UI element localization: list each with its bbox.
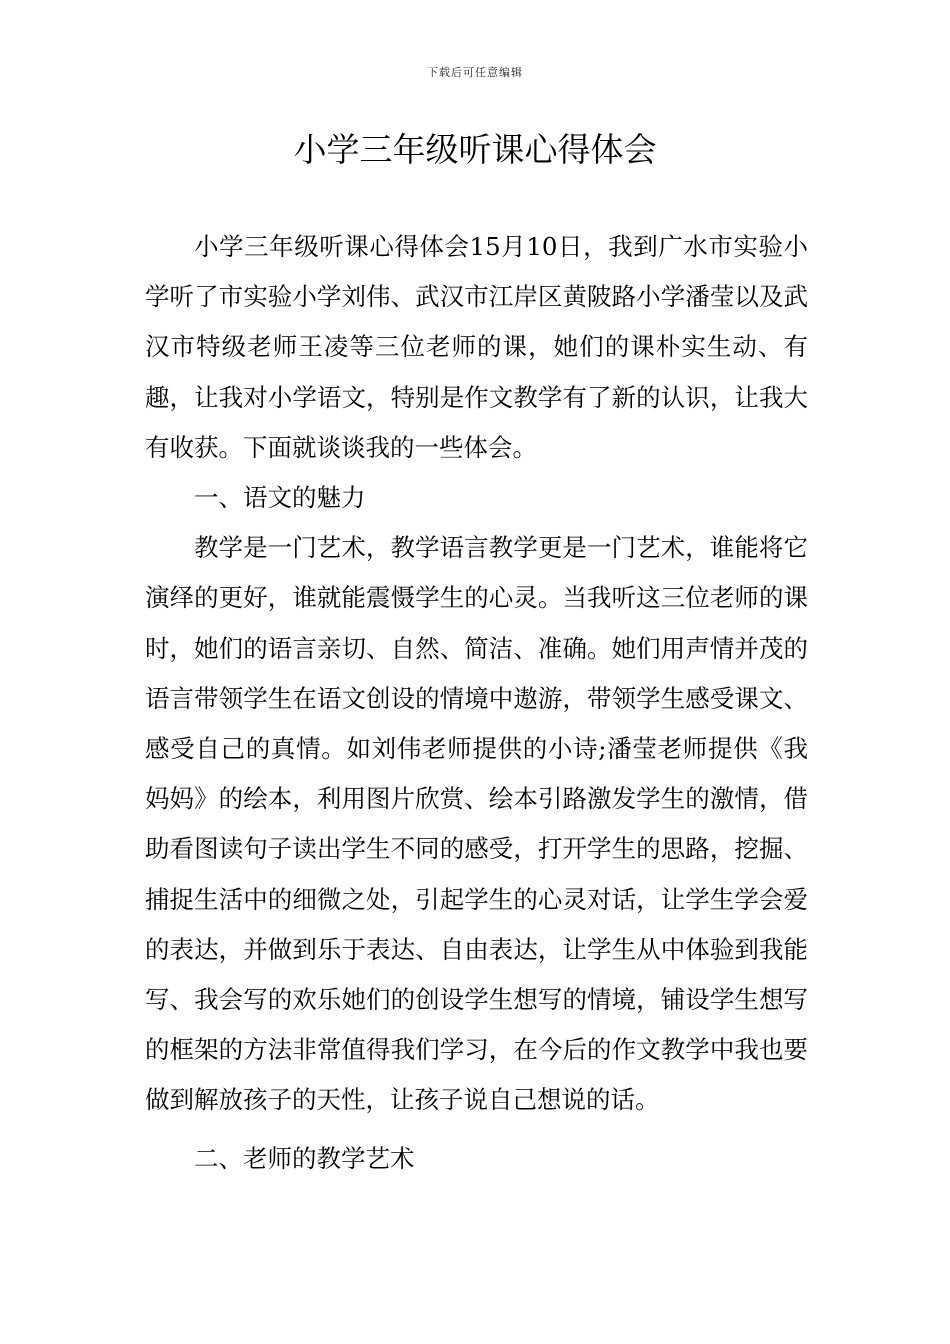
document-body [145,222,808,1184]
header-note: 下载后可任意编辑 [427,66,523,79]
section-heading-1: 一、语文的魅力 [194,483,366,513]
section-heading-2: 二、老师的教学艺术 [194,1143,415,1173]
intro-paragraph: 小学三年级听课心得体会15月10日，我到广水市实验小学听了市实验小学刘伟、武汉市江岸区黄陂路小学潘莹以及武汉市特级老师王凌等三位老师的课，她们的课朴实生动、有趣，让我对小学语文，特别是作文教学有了新的认识，让我大有收获。下面就谈谈我的一些体会。 [145,232,808,462]
paragraph-gap [145,1126,808,1134]
body-paragraph-1: 教学是一门艺术，教学语言教学更是一门艺术，谁能将它演绎的更好，谁就能震慑学生的心灵。当我听这三位老师的课时，她们的语言亲切、自然、简洁、准确。她们用声情并茂的语言带领学生在语文创设的情境中遨游，带领学生感受课文、感受自己的真情。如刘伟老师提供的小诗;潘莹老师提供《我妈妈》的绘本，利用图片欣赏、绘本引路激发学生的激情，借助看图读句子读出学生不同的感受，打开学生的思路，挖掘、捕捉生活中的细微之处，引起学生的心灵对话，让学生学会爱的表达，并做到乐于表达、自由表达，让学生从中体验到我能写、我会写的欢乐她们的创设学生想写的情境，铺设学生想写的框架的方法非常值得我们学习，在今后的作文教学中我也要做到解放孩子的天性，让孩子说自己想说的话。 [145,533,808,1115]
page-title: 小学三年级听课心得体会 [293,130,657,169]
